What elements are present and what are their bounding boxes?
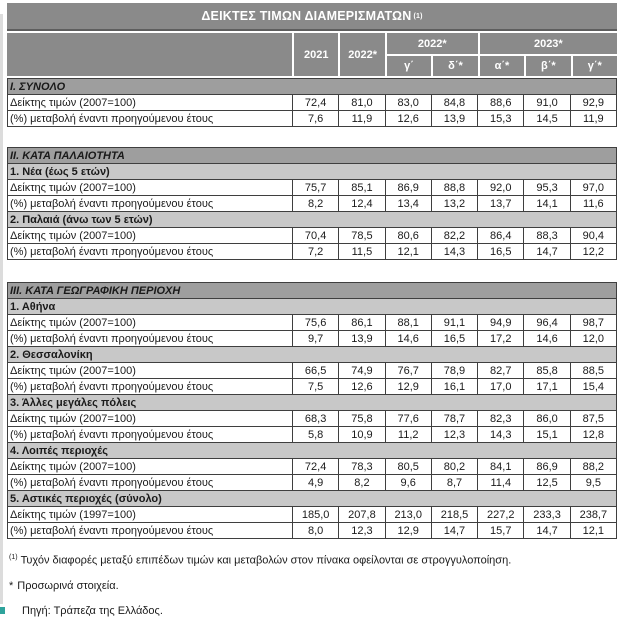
value-cell: 12,3	[339, 523, 385, 539]
value-cell: 81,0	[339, 95, 385, 111]
col-header-q3-2023: γ΄*	[573, 56, 617, 76]
value-cell: 213,0	[385, 507, 431, 523]
col-header-2021: 2021	[294, 33, 338, 76]
value-cell: 14,3	[478, 427, 524, 443]
value-cell: 13,2	[431, 196, 477, 212]
footnote-rounding: $^{(1)}$ Τυχόν διαφορές μεταξύ επιπέδων τιμών και μεταβολών στον πίνακα οφείλονται σε στρογγυλοποίηση.	[9, 554, 512, 567]
value-cell: 85,8	[524, 363, 570, 379]
value-cell: 15,4	[570, 379, 616, 395]
value-cell: 72,4	[293, 95, 339, 111]
value-cell: 92,9	[570, 95, 616, 111]
value-cell: 86,9	[385, 180, 431, 196]
value-cell: 12,5	[524, 475, 570, 491]
value-cell: 238,7	[570, 507, 616, 523]
value-cell: 11,9	[570, 111, 616, 127]
subsection-header: 2. Θεσσαλονίκη	[8, 347, 617, 363]
value-cell: 95,3	[524, 180, 570, 196]
value-cell: 185,0	[293, 507, 339, 523]
value-cell: 8,2	[339, 475, 385, 491]
value-cell: 80,5	[385, 459, 431, 475]
value-cell: 66,5	[293, 363, 339, 379]
value-cell: 207,8	[339, 507, 385, 523]
value-cell: 84,8	[431, 95, 477, 111]
value-cell: 82,2	[431, 228, 477, 244]
value-cell: 14,7	[431, 523, 477, 539]
group-header-2022-quarters: 2022*	[387, 33, 478, 54]
value-cell: 15,7	[478, 523, 524, 539]
value-cell: 78,5	[339, 228, 385, 244]
value-cell: 86,4	[478, 228, 524, 244]
row-label: (%) μεταβολή έναντι προηγούμενου έτους	[8, 427, 293, 443]
value-cell: 5,8	[293, 427, 339, 443]
row-label: Δείκτης τιμών (2007=100)	[8, 315, 293, 331]
value-cell: 86,1	[339, 315, 385, 331]
value-cell: 91,1	[431, 315, 477, 331]
value-cell: 83,0	[385, 95, 431, 111]
value-cell: 84,1	[478, 459, 524, 475]
footnotes	[7, 554, 617, 617]
data-row	[8, 196, 617, 212]
row-label: (%) μεταβολή έναντι προηγούμενου έτους	[8, 523, 293, 539]
value-cell: 98,7	[570, 315, 616, 331]
col-header-q3-2022: γ΄	[387, 56, 431, 76]
title-footnote-marker: (1)	[413, 12, 423, 20]
value-cell: 88,2	[570, 459, 616, 475]
data-row	[8, 459, 617, 475]
value-cell: 7,2	[293, 244, 339, 260]
row-label: Δείκτης τιμών (1997=100)	[8, 507, 293, 523]
data-row	[8, 315, 617, 331]
col-header-2022: 2022*	[340, 33, 384, 76]
value-cell: 233,3	[524, 507, 570, 523]
value-cell: 15,1	[524, 427, 570, 443]
value-cell: 76,7	[385, 363, 431, 379]
value-cell: 78,3	[339, 459, 385, 475]
column-header-row	[7, 33, 617, 76]
data-row	[8, 111, 617, 127]
subsection-header: 1. Νέα (έως 5 ετών)	[8, 164, 617, 180]
footnote-source: Πηγή: Τράπεζα της Ελλάδος.	[22, 604, 163, 617]
value-cell: 12,9	[385, 379, 431, 395]
section-table-3	[7, 282, 617, 539]
value-cell: 75,6	[293, 315, 339, 331]
value-cell: 12,6	[385, 111, 431, 127]
value-cell: 17,0	[478, 379, 524, 395]
value-cell: 82,3	[478, 411, 524, 427]
row-label: (%) μεταβολή έναντι προηγούμενου έτους	[8, 196, 293, 212]
value-cell: 12,1	[570, 523, 616, 539]
value-cell: 88,5	[570, 363, 616, 379]
row-label: (%) μεταβολή έναντι προηγούμενου έτους	[8, 244, 293, 260]
subsection-header: 2. Παλαιά (άνω των 5 ετών)	[8, 212, 617, 228]
value-cell: 17,2	[478, 331, 524, 347]
page-edge-strip	[0, 14, 3, 604]
footnote-provisional: * Προσωρινά στοιχεία.	[9, 579, 119, 592]
subsection-header: 4. Λοιπές περιοχές	[8, 443, 617, 459]
value-cell: 92,0	[478, 180, 524, 196]
value-cell: 13,4	[385, 196, 431, 212]
row-label: (%) μεταβολή έναντι προηγούμενου έτους	[8, 379, 293, 395]
value-cell: 88,1	[385, 315, 431, 331]
data-row	[8, 363, 617, 379]
row-label: (%) μεταβολή έναντι προηγούμενου έτους	[8, 111, 293, 127]
value-cell: 75,8	[339, 411, 385, 427]
value-cell: 8,7	[431, 475, 477, 491]
data-row	[8, 95, 617, 111]
value-cell: 94,9	[478, 315, 524, 331]
value-cell: 12,8	[570, 427, 616, 443]
value-cell: 90,4	[570, 228, 616, 244]
price-index-document	[7, 3, 617, 617]
data-row	[8, 228, 617, 244]
value-cell: 15,3	[478, 111, 524, 127]
data-row	[8, 475, 617, 491]
value-cell: 12,1	[385, 244, 431, 260]
row-label: Δείκτης τιμών (2007=100)	[8, 459, 293, 475]
value-cell: 11,9	[339, 111, 385, 127]
value-cell: 80,6	[385, 228, 431, 244]
value-cell: 74,9	[339, 363, 385, 379]
row-label: Δείκτης τιμών (2007=100)	[8, 363, 293, 379]
label-column-header	[7, 33, 292, 76]
value-cell: 218,5	[431, 507, 477, 523]
section-table-2	[7, 147, 617, 260]
value-cell: 11,5	[339, 244, 385, 260]
value-cell: 82,7	[478, 363, 524, 379]
value-cell: 13,9	[339, 331, 385, 347]
value-cell: 87,5	[570, 411, 616, 427]
value-cell: 88,6	[478, 95, 524, 111]
value-cell: 14,3	[431, 244, 477, 260]
value-cell: 12,3	[431, 427, 477, 443]
corner-artifact-mark	[0, 607, 5, 614]
row-label: Δείκτης τιμών (2007=100)	[8, 411, 293, 427]
value-cell: 17,1	[524, 379, 570, 395]
value-cell: 7,6	[293, 111, 339, 127]
value-cell: 9,7	[293, 331, 339, 347]
value-cell: 12,9	[385, 523, 431, 539]
table-title: ΔΕΙΚΤΕΣ ΤΙΜΩΝ ΔΙΑΜΕΡΙΣΜΑΤΩΝ	[201, 9, 412, 23]
col-header-q2-2023: β΄*	[526, 56, 570, 76]
group-header-2023-quarters: 2023*	[480, 33, 617, 54]
value-cell: 14,1	[524, 196, 570, 212]
section-header: I. ΣΥΝΟΛΟ	[8, 79, 617, 95]
value-cell: 70,4	[293, 228, 339, 244]
row-label: Δείκτης τιμών (2007=100)	[8, 180, 293, 196]
value-cell: 227,2	[478, 507, 524, 523]
value-cell: 96,4	[524, 315, 570, 331]
subsection-header: 5. Αστικές περιοχές (σύνολο)	[8, 491, 617, 507]
data-row	[8, 180, 617, 196]
value-cell: 88,3	[524, 228, 570, 244]
value-cell: 86,9	[524, 459, 570, 475]
section-tables-container	[7, 78, 617, 539]
value-cell: 77,6	[385, 411, 431, 427]
value-cell: 12,6	[339, 379, 385, 395]
value-cell: 78,7	[431, 411, 477, 427]
value-cell: 12,4	[339, 196, 385, 212]
section-header: III. ΚΑΤΑ ΓΕΩΓΡΑΦΙΚΗ ΠΕΡΙΟΧΗ	[8, 283, 617, 299]
value-cell: 16,5	[431, 331, 477, 347]
col-header-q1-2023: α΄*	[480, 56, 524, 76]
row-label: Δείκτης τιμών (2007=100)	[8, 95, 293, 111]
value-cell: 11,4	[478, 475, 524, 491]
value-cell: 78,9	[431, 363, 477, 379]
value-cell: 4,9	[293, 475, 339, 491]
value-cell: 8,2	[293, 196, 339, 212]
data-row	[8, 523, 617, 539]
section-header: II. ΚΑΤΑ ΠΑΛΑΙΟΤΗΤΑ	[8, 148, 617, 164]
row-label: Δείκτης τιμών (2007=100)	[8, 228, 293, 244]
table-title-bar	[7, 3, 617, 31]
value-cell: 14,6	[385, 331, 431, 347]
value-cell: 13,7	[478, 196, 524, 212]
value-cell: 7,5	[293, 379, 339, 395]
value-cell: 85,1	[339, 180, 385, 196]
row-label: (%) μεταβολή έναντι προηγούμενου έτους	[8, 331, 293, 347]
value-cell: 11,2	[385, 427, 431, 443]
data-row	[8, 379, 617, 395]
value-cell: 8,0	[293, 523, 339, 539]
value-cell: 72,4	[293, 459, 339, 475]
row-label: (%) μεταβολή έναντι προηγούμενου έτους	[8, 475, 293, 491]
data-row	[8, 331, 617, 347]
col-header-q4-2022: δ΄*	[433, 56, 477, 76]
value-cell: 16,5	[478, 244, 524, 260]
value-cell: 75,7	[293, 180, 339, 196]
value-cell: 14,7	[524, 244, 570, 260]
value-cell: 9,6	[385, 475, 431, 491]
value-cell: 80,2	[431, 459, 477, 475]
data-row	[8, 244, 617, 260]
data-row	[8, 411, 617, 427]
value-cell: 91,0	[524, 95, 570, 111]
value-cell: 12,2	[570, 244, 616, 260]
value-cell: 86,0	[524, 411, 570, 427]
value-cell: 11,6	[570, 196, 616, 212]
value-cell: 9,5	[570, 475, 616, 491]
value-cell: 97,0	[570, 180, 616, 196]
data-row	[8, 427, 617, 443]
value-cell: 14,6	[524, 331, 570, 347]
value-cell: 13,9	[431, 111, 477, 127]
value-cell: 88,8	[431, 180, 477, 196]
value-cell: 68,3	[293, 411, 339, 427]
value-cell: 14,7	[524, 523, 570, 539]
subsection-header: 3. Άλλες μεγάλες πόλεις	[8, 395, 617, 411]
value-cell: 12,0	[570, 331, 616, 347]
value-cell: 14,5	[524, 111, 570, 127]
value-cell: 16,1	[431, 379, 477, 395]
value-cell: 10,9	[339, 427, 385, 443]
section-table-1	[7, 78, 617, 127]
subsection-header: 1. Αθήνα	[8, 299, 617, 315]
data-row	[8, 507, 617, 523]
